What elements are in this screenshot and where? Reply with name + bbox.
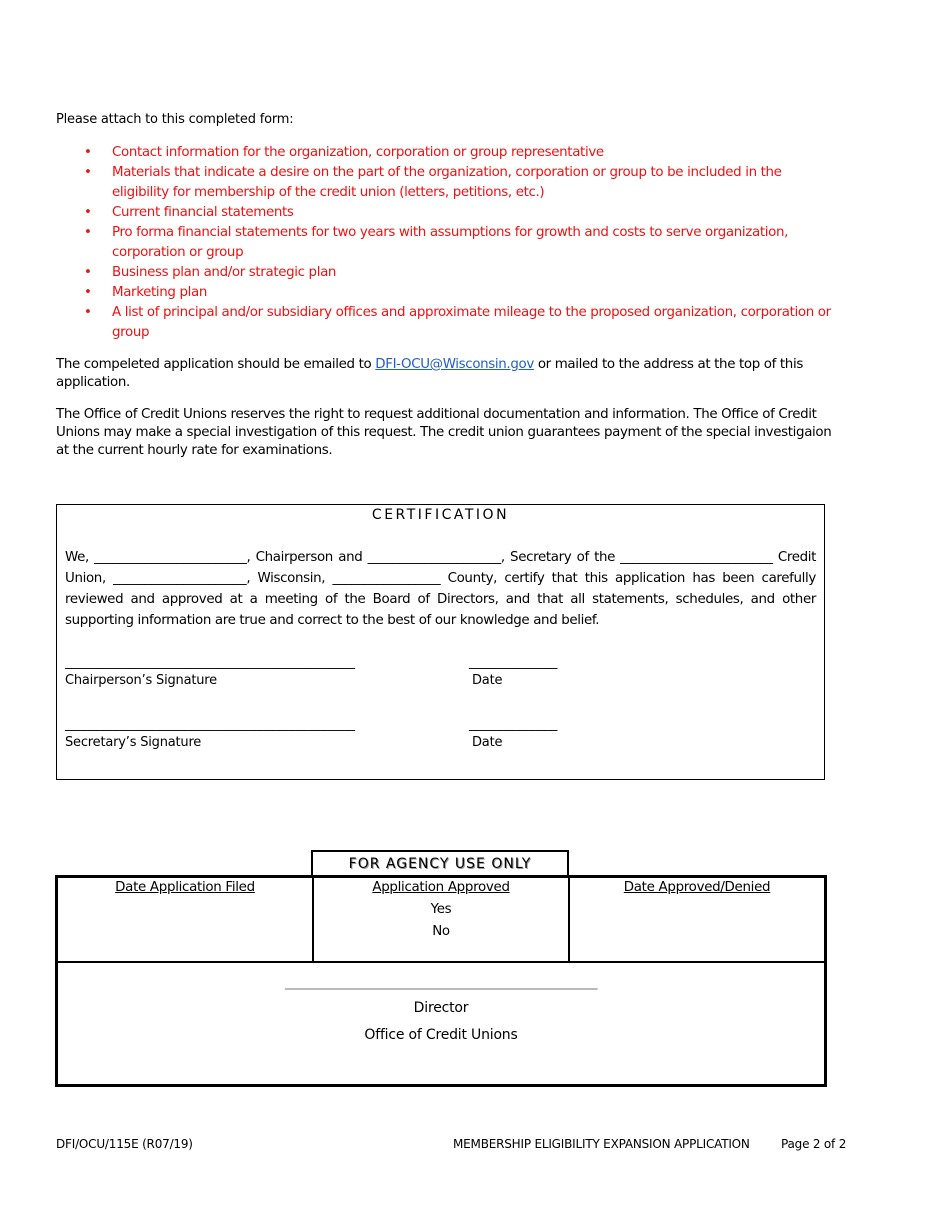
page-number: Page 2 of 2 <box>781 1137 847 1151</box>
list-item-text: Materials that indicate a desire on the part of the organization, corporation or group to be included in the eligibility for membership of the credit union (letters, petitions, etc.) <box>112 165 782 200</box>
bullet: • <box>84 265 92 280</box>
director-signature-block <box>58 974 824 1044</box>
bullet: • <box>84 225 92 240</box>
submission-text-before: The compeleted application should be emailed to <box>56 357 376 372</box>
chair-date-line: ______________ <box>469 655 558 670</box>
application-approved-cell <box>314 878 570 961</box>
secretary-date-label: Date <box>472 735 503 750</box>
agency-use-header <box>311 850 569 877</box>
submission-text-after: or mailed to the address at the top of this application. <box>56 357 803 390</box>
office-note: The Office of Credit Unions reserves the right to request additional documentation and information. The Office of Credit Unions may make a special investigation of this request. The credit union guarantees payment of the special investigaion at the current hourly rate for examinations. <box>56 407 832 458</box>
agency-use-title: FOR AGENCY USE ONLY <box>348 856 532 872</box>
certification-body: We, ________________________, Chairperson and _____________________, Secretary of the ________________________ Credit Union, _____________________, Wisconsin, _________________ County, certify that this application has been carefully reviewed and approved at a meeting of the Board of Directors, and that all statements, schedules, and other supporting information are true and correct to the best of our knowledge and belief. <box>65 550 816 628</box>
application-approved-label: Application Approved <box>372 880 510 895</box>
list-item-text: Marketing plan <box>112 285 208 300</box>
list-item-text: Business plan and/or strategic plan <box>112 265 337 280</box>
form-id: DFI/OCU/115E (R07/19) <box>56 1137 193 1151</box>
date-filed-cell <box>58 878 314 961</box>
list-item <box>56 223 836 263</box>
list-item-text: Current financial statements <box>112 205 294 220</box>
bullet: • <box>84 285 92 300</box>
list-item <box>56 303 836 343</box>
list-item <box>56 263 836 283</box>
list-item <box>56 283 836 303</box>
approved-no-option: No <box>432 924 450 939</box>
list-item <box>56 163 836 203</box>
director-signature-line: ________________________________________________ <box>285 974 597 990</box>
list-item <box>56 143 836 163</box>
bullet: • <box>84 165 92 180</box>
list-item <box>56 203 836 223</box>
certification-title: CERTIFICATION <box>371 507 510 523</box>
date-approved-label: Date Approved/Denied <box>623 880 771 895</box>
date-approved-cell <box>570 878 824 961</box>
chair-signature-line: ______________________________________________ <box>65 655 355 670</box>
table-divider <box>58 961 824 963</box>
bullet: • <box>84 305 92 320</box>
email-link[interactable]: DFI-OCU@Wisconsin.gov <box>375 357 534 372</box>
approved-yes-option: Yes <box>430 902 452 917</box>
submission-paragraph <box>56 356 836 392</box>
date-filed-label: Date Application Filed <box>115 880 255 895</box>
bullet: • <box>84 145 92 160</box>
bullet: • <box>84 205 92 220</box>
list-item-text: Contact information for the organization, corporation or group representative <box>112 145 604 160</box>
certification-box <box>56 504 825 780</box>
attachment-list <box>56 143 836 343</box>
secretary-signature-label: Secretary’s Signature <box>65 735 202 750</box>
list-item-text: A list of principal and/or subsidiary offices and approximate mileage to the proposed organization, corporation or group <box>112 305 831 340</box>
form-title: MEMBERSHIP ELIGIBILITY EXPANSION APPLICATION <box>453 1137 750 1151</box>
office-label: Office of Credit Unions <box>364 1027 518 1043</box>
attach-intro: Please attach to this completed form: <box>56 112 294 127</box>
list-item-text: Pro forma financial statements for two years with assumptions for growth and costs to serve organization, corporation or group <box>112 225 788 260</box>
chair-date-label: Date <box>472 673 503 688</box>
secretary-date-line: ______________ <box>469 717 558 732</box>
secretary-signature-line: ______________________________________________ <box>65 717 355 732</box>
director-label: Director <box>413 1000 469 1016</box>
chair-signature-label: Chairperson’s Signature <box>65 673 217 688</box>
agency-use-table <box>55 875 827 1087</box>
